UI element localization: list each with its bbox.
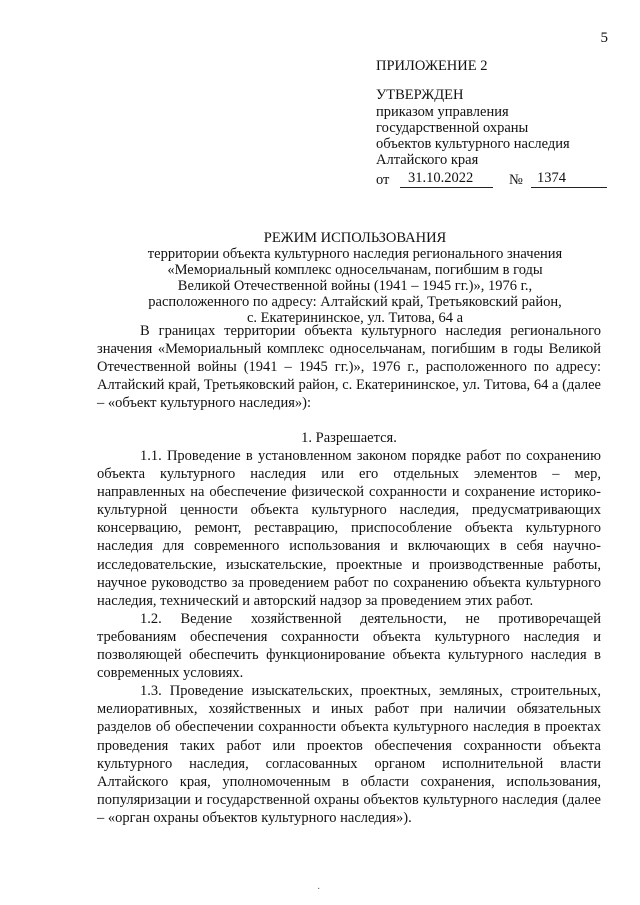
intro-paragraph: В границах территории объекта культурного наследия регионального значения «Мемориальный комплекс односельчанам, погибшим в годы Великой Отечественной войны (1941 – 1945 гг.)», 1976 г., расположенного по адресу: Алтайский край, Третьяковский район, с. Екатерининское, ул. Титова, 64 а (далее – «объект культурного наследия»): xyxy=(97,323,601,412)
title-line: с. Екатерининское, ул. Титова, 64 а xyxy=(247,310,463,326)
approval-number: 1374 xyxy=(531,170,607,188)
document-title-block xyxy=(80,230,630,326)
approval-date: 31.10.2022 xyxy=(400,170,493,188)
clause-1-3: 1.3. Проведение изыскательских, проектных, земляных, строительных, мелиоративных, хозяйственных и иных работ при наличии обязательных разделов об обеспечении сохранности объекта культурного наследия в проектах проведения таких работ или проектов обеспечения сохранности объекта культурного наследия, согласованных органом исполнительной власти Алтайского края, уполномоченным в области сохранения, использования, популяризации и государственной охраны объектов культурного наследия (далее – «орган охраны объектов культурного наследия»). xyxy=(97,683,601,826)
title-line: «Мемориальный комплекс односельчанам, погибшим в годы xyxy=(167,262,543,278)
title-line: территории объекта культурного наследия регионального значения xyxy=(147,246,563,262)
section-heading: 1. Разрешается. xyxy=(301,430,397,446)
title-line: расположенного по адресу: Алтайский край, Третьяковский район, xyxy=(148,294,562,310)
approval-date-row xyxy=(376,170,616,188)
approved-label: УТВЕРЖДЕН xyxy=(376,87,464,103)
approval-stamp-block xyxy=(376,58,616,188)
approval-line: Алтайского края xyxy=(376,152,479,168)
title-line: Великой Отечественной войны (1941 – 1945 гг.)», 1976 г., xyxy=(177,278,533,294)
number-label: № xyxy=(509,172,523,188)
approval-line: приказом управления xyxy=(376,104,509,120)
from-label: от xyxy=(376,172,390,188)
clauses-block xyxy=(97,447,601,827)
document-title: РЕЖИМ ИСПОЛЬЗОВАНИЯ xyxy=(263,230,447,246)
clause-1-2: 1.2. Ведение хозяйственной деятельности, не противоречащей требованиям обеспечения сохранности объекта культурного наследия и позволяющей обеспечить функционирование объекта культурного наследия в современных условиях. xyxy=(97,610,601,682)
page-number: 5 xyxy=(600,30,608,46)
appendix-label: ПРИЛОЖЕНИЕ 2 xyxy=(376,58,488,74)
clause-1-1: 1.1. Проведение в установленном законом порядке работ по сохранению объекта культурного наследия или его отдельных элементов – мер, направленных на обеспечение физической сохранности и сохранение историко-культурной ценности объекта культурного наследия, предусматривающих консервацию, ремонт, реставрацию, приспособление объекта культурного наследия для современного использования и включающих в себя научно-исследовательские, изыскательские, проектные и производственные работы, научное руководство за проведением работ по сохранению объекта культурного наследия, технический и авторский надзор за проведением этих работ. xyxy=(97,448,601,609)
approval-line: государственной охраны xyxy=(376,120,529,136)
scan-artifact-dot: · xyxy=(317,884,321,895)
intro-paragraph-block xyxy=(97,322,601,412)
approval-line: объектов культурного наследия xyxy=(376,136,570,152)
